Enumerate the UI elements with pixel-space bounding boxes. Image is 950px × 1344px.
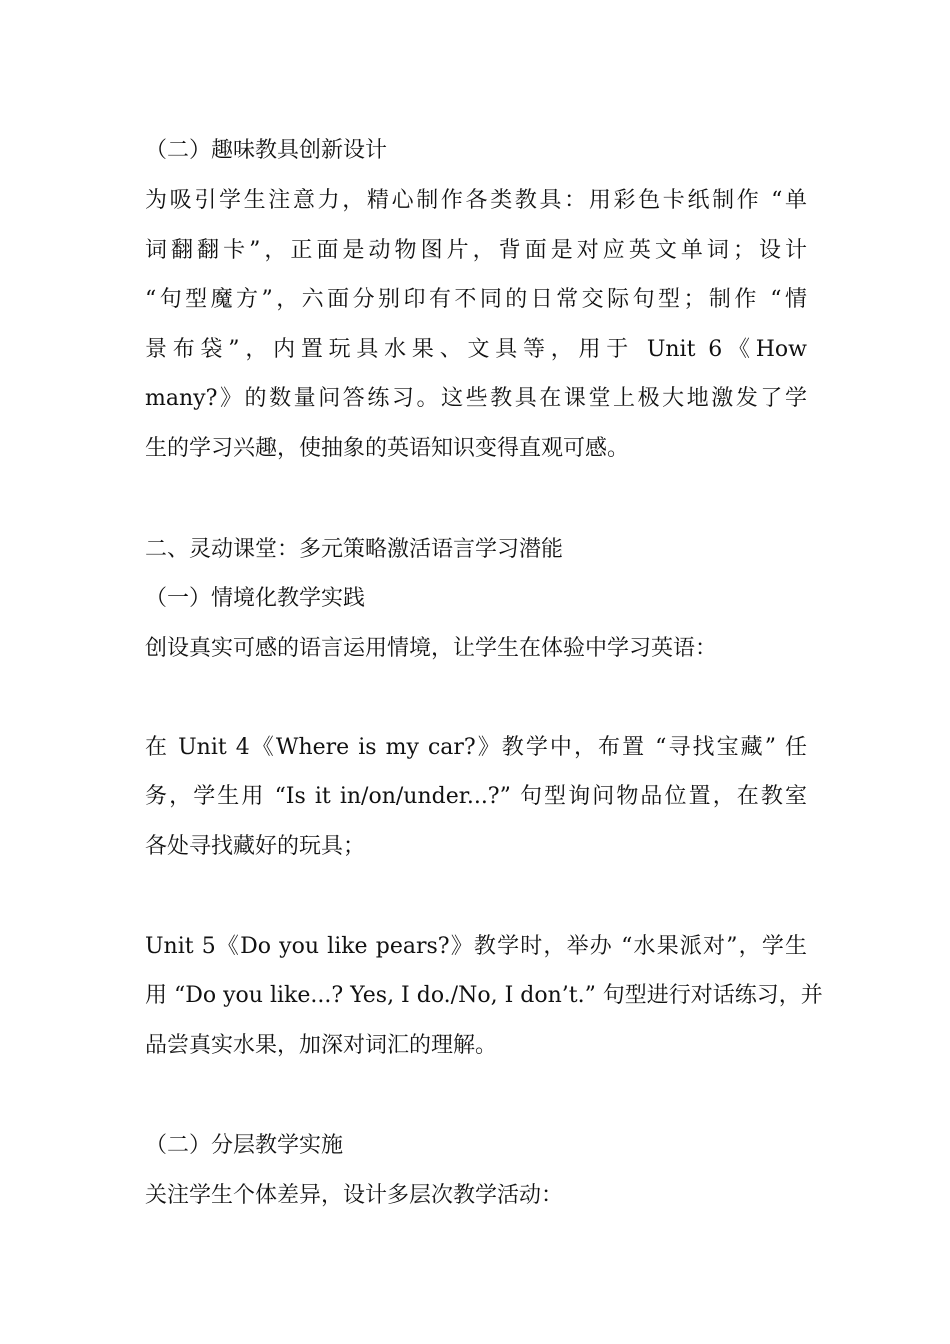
paragraph-line: 为吸引学生注意力，精心制作各类教具：用彩色卡纸制作 “单	[145, 188, 807, 213]
paragraph-line: 在 Unit 4《Where is my car?》教学中，布置 “寻找宝藏” 任	[145, 735, 807, 760]
paragraph-line: 品尝真实水果，加深对词汇的理解。	[145, 1033, 498, 1058]
paragraph-line: 务，学生用 “Is it in/on/under...?” 句型询问物品位置，在教室	[145, 784, 807, 809]
paragraph-line: 词翻翻卡”，正面是动物图片，背面是对应英文单词；设计	[145, 238, 807, 263]
section-heading-layered-teaching: （二）分层教学实施	[145, 1133, 344, 1158]
paragraph-line: 景布袋”，内置玩具水果、文具等，用于 Unit 6《How	[145, 337, 807, 362]
section-heading-situational-teaching: （一）情境化教学实践	[145, 586, 366, 611]
part-heading-dynamic-classroom: 二、灵动课堂：多元策略激活语言学习潜能	[145, 537, 564, 562]
section-heading-teaching-aids: （二）趣味教具创新设计	[145, 138, 388, 163]
paragraph-line: Unit 5《Do you like pears?》教学时，举办 “水果派对”，学生	[145, 934, 807, 959]
paragraph-line: many?》的数量问答练习。这些教具在课堂上极大地激发了学	[145, 386, 807, 411]
paragraph-intro: 创设真实可感的语言运用情境，让学生在体验中学习英语：	[145, 636, 718, 661]
paragraph-line: 用 “Do you like...? Yes, I do./No, I don’t.” 句型进行对话练习，并	[145, 983, 823, 1008]
paragraph-line: 各处寻找藏好的玩具；	[145, 834, 366, 859]
paragraph-line: 生的学习兴趣，使抽象的英语知识变得直观可感。	[145, 436, 630, 461]
paragraph-intro: 关注学生个体差异，设计多层次教学活动：	[145, 1183, 564, 1208]
paragraph-line: “句型魔方”，六面分别印有不同的日常交际句型；制作 “情	[145, 287, 807, 312]
